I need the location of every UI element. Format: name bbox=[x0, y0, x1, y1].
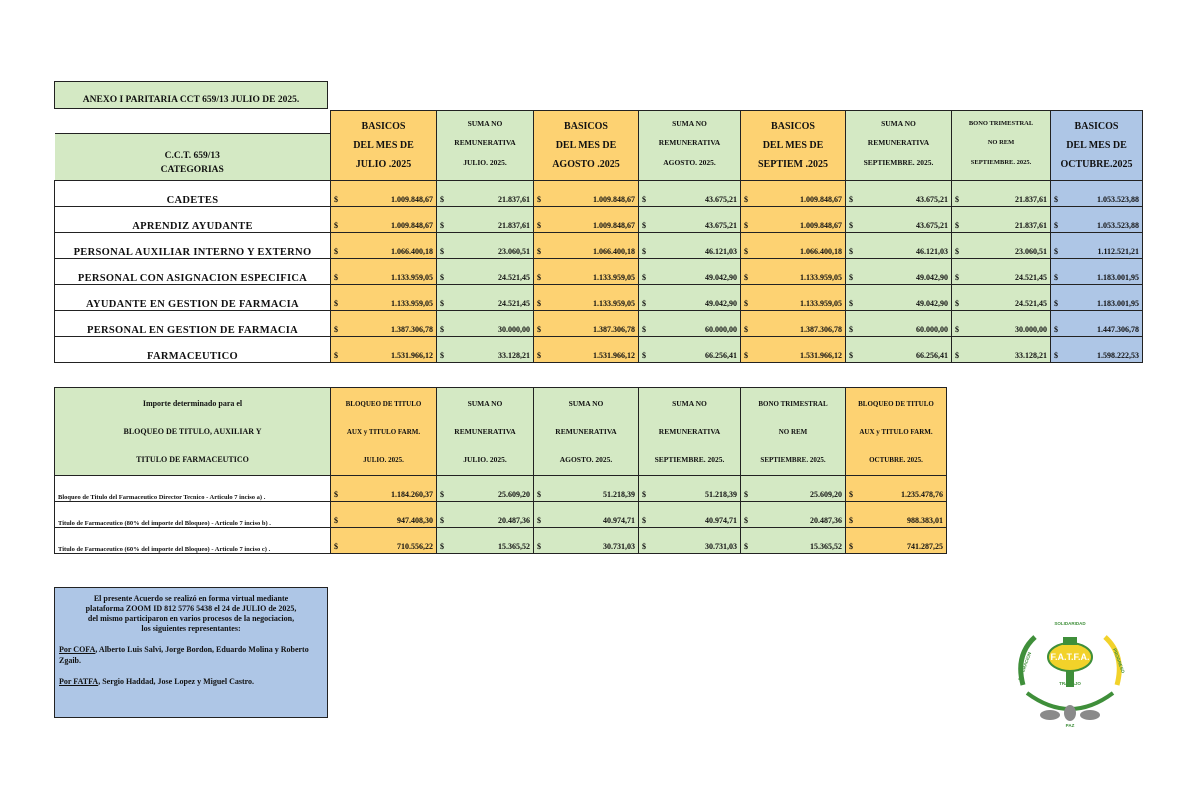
col-header-suma-agosto: SUMA NO REMUNERATIVA AGOSTO. 2025. bbox=[639, 111, 741, 181]
amount-cell bbox=[639, 206, 741, 232]
category-name: FARMACEUTICO bbox=[55, 336, 331, 362]
amount-cell bbox=[331, 528, 437, 554]
currency-symbol: $ bbox=[334, 194, 338, 204]
col2-header-suma-agosto: SUMA NO REMUNERATIVA AGOSTO. 2025. bbox=[534, 388, 639, 476]
amount-value: 1.183.001,95 bbox=[1097, 298, 1139, 308]
amount-cell bbox=[639, 258, 741, 284]
currency-symbol: $ bbox=[1054, 298, 1058, 308]
currency-symbol: $ bbox=[744, 350, 748, 360]
currency-symbol: $ bbox=[955, 298, 959, 308]
logo-ring-right: PROGRESO bbox=[1112, 647, 1126, 674]
amount-value: 33.128,21 bbox=[1015, 350, 1047, 360]
currency-symbol: $ bbox=[642, 350, 646, 360]
amount-value: 21.837,61 bbox=[1015, 220, 1047, 230]
currency-symbol: $ bbox=[955, 194, 959, 204]
amount-value: 1.598.222,53 bbox=[1097, 350, 1139, 360]
amount-cell bbox=[1051, 258, 1143, 284]
currency-symbol: $ bbox=[440, 516, 444, 525]
currency-symbol: $ bbox=[334, 246, 338, 256]
amount-value: 66.256,41 bbox=[916, 350, 948, 360]
amount-value: 60.000,00 bbox=[916, 324, 948, 334]
currency-symbol: $ bbox=[642, 246, 646, 256]
amount-cell bbox=[639, 232, 741, 258]
currency-symbol: $ bbox=[537, 298, 541, 308]
currency-symbol: $ bbox=[440, 490, 444, 499]
amount-cell bbox=[952, 232, 1051, 258]
amount-value: 30.000,00 bbox=[498, 324, 530, 334]
currency-symbol: $ bbox=[440, 272, 444, 282]
amount-value: 1.133.959,05 bbox=[593, 272, 635, 282]
amount-value: 1.009.848,67 bbox=[391, 220, 433, 230]
amount-cell bbox=[639, 284, 741, 310]
amount-value: 43.675,21 bbox=[916, 220, 948, 230]
amount-value: 25.609,20 bbox=[810, 490, 842, 499]
currency-symbol: $ bbox=[334, 324, 338, 334]
amount-cell bbox=[534, 180, 639, 206]
amount-value: 33.128,21 bbox=[498, 350, 530, 360]
amount-value: 40.974,71 bbox=[705, 516, 737, 525]
currency-symbol: $ bbox=[1054, 272, 1058, 282]
amount-value: 1.235.478,76 bbox=[901, 490, 943, 499]
amount-value: 1.066.400,18 bbox=[593, 246, 635, 256]
amount-cell bbox=[846, 180, 952, 206]
amount-cell bbox=[437, 528, 534, 554]
amount-cell bbox=[846, 476, 947, 502]
currency-symbol: $ bbox=[849, 246, 853, 256]
amount-value: 66.256,41 bbox=[705, 350, 737, 360]
currency-symbol: $ bbox=[334, 298, 338, 308]
amount-value: 1.531.966,12 bbox=[593, 350, 635, 360]
col-header-basicos-agosto: BASICOS DEL MES DE AGOSTO .2025 bbox=[534, 111, 639, 181]
amount-cell bbox=[331, 476, 437, 502]
currency-symbol: $ bbox=[642, 490, 646, 499]
amount-cell bbox=[741, 206, 846, 232]
amount-cell bbox=[741, 232, 846, 258]
amount-value: 21.837,61 bbox=[498, 194, 530, 204]
amount-cell bbox=[846, 528, 947, 554]
amount-value: 49.042,90 bbox=[916, 272, 948, 282]
logo-ring-top: SOLIDARIDAD bbox=[1054, 621, 1086, 626]
fatfa-representatives: Por FATFA, Sergio Haddad, Jose Lopez y Miguel Castro. bbox=[59, 677, 255, 686]
amount-value: 1.066.400,18 bbox=[800, 246, 842, 256]
amount-value: 1.531.966,12 bbox=[800, 350, 842, 360]
amount-cell bbox=[639, 528, 741, 554]
amount-value: 1.009.848,67 bbox=[593, 194, 635, 204]
amount-cell bbox=[952, 310, 1051, 336]
currency-symbol: $ bbox=[334, 516, 338, 525]
currency-symbol: $ bbox=[537, 324, 541, 334]
amount-value: 49.042,90 bbox=[705, 298, 737, 308]
category-name: APRENDIZ AYUDANTE bbox=[55, 206, 331, 232]
logo-ring-bottom: PAZ bbox=[1065, 723, 1075, 728]
amount-cell bbox=[846, 258, 952, 284]
currency-symbol: $ bbox=[744, 246, 748, 256]
currency-symbol: $ bbox=[1054, 350, 1058, 360]
category-header: C.C.T. 659/13 CATEGORIAS bbox=[55, 134, 331, 180]
currency-symbol: $ bbox=[744, 324, 748, 334]
currency-symbol: $ bbox=[849, 350, 853, 360]
category-row bbox=[55, 336, 1143, 362]
amount-value: 23.060,51 bbox=[1015, 246, 1047, 256]
col2-header-suma-septiembre: SUMA NO REMUNERATIVA SEPTIEMBRE. 2025. bbox=[639, 388, 741, 476]
amount-cell bbox=[741, 180, 846, 206]
amount-value: 1.133.959,05 bbox=[800, 298, 842, 308]
amount-cell bbox=[952, 258, 1051, 284]
category-name: PERSONAL AUXILIAR INTERNO Y EXTERNO bbox=[55, 232, 331, 258]
amount-cell bbox=[846, 502, 947, 528]
amount-cell bbox=[534, 476, 639, 502]
currency-symbol: $ bbox=[537, 194, 541, 204]
amount-value: 1.009.848,67 bbox=[391, 194, 433, 204]
amount-value: 24.521,45 bbox=[1015, 272, 1047, 282]
amount-value: 51.218,39 bbox=[603, 490, 635, 499]
category-row bbox=[55, 258, 1143, 284]
currency-symbol: $ bbox=[1054, 194, 1058, 204]
currency-symbol: $ bbox=[334, 542, 338, 551]
amount-cell bbox=[1051, 206, 1143, 232]
amount-value: 46.121,03 bbox=[916, 246, 948, 256]
amount-value: 1.133.959,05 bbox=[593, 298, 635, 308]
currency-symbol: $ bbox=[955, 324, 959, 334]
amount-value: 25.609,20 bbox=[498, 490, 530, 499]
agreement-note: El presente Acuerdo se realizó en forma virtual mediante plataforma ZOOM ID 812 5776 5438 el 24 de JULIO de 2025, del mismo participaron en varios procesos de la negociacion, los siguientes representantes: Por COFA, Alberto Luis Salvi, Jorge Bordon, Eduardo Molina y Roberto Zgaib. Por FATFA, Sergio Haddad, Jose Lopez y Miguel Castro. bbox=[54, 587, 328, 718]
amount-value: 43.675,21 bbox=[705, 220, 737, 230]
amount-cell bbox=[437, 180, 534, 206]
currency-symbol: $ bbox=[849, 194, 853, 204]
amount-value: 1.184.260,37 bbox=[391, 490, 433, 499]
basicos-table bbox=[54, 110, 1143, 363]
amount-cell bbox=[741, 336, 846, 362]
amount-cell bbox=[437, 284, 534, 310]
col2-header-bono-septiembre: BONO TRIMESTRAL NO REM SEPTIEMBRE. 2025. bbox=[741, 388, 846, 476]
category-row bbox=[55, 310, 1143, 336]
amount-cell bbox=[639, 310, 741, 336]
amount-cell bbox=[331, 206, 437, 232]
amount-cell bbox=[534, 284, 639, 310]
bloqueo-row bbox=[55, 502, 947, 528]
currency-symbol: $ bbox=[537, 516, 541, 525]
amount-value: 1.183.001,95 bbox=[1097, 272, 1139, 282]
amount-cell bbox=[846, 310, 952, 336]
amount-cell bbox=[952, 206, 1051, 232]
amount-value: 1.387.306,78 bbox=[800, 324, 842, 334]
col-header-bono-septiembre: BONO TRIMESTRAL NO REM SEPTIEMBRE. 2025. bbox=[952, 111, 1051, 181]
amount-cell bbox=[534, 336, 639, 362]
amount-value: 1.133.959,05 bbox=[800, 272, 842, 282]
logo-ring-mid: TRABAJO bbox=[1059, 681, 1081, 686]
amount-value: 1.112.521,21 bbox=[1097, 246, 1139, 256]
amount-cell bbox=[846, 284, 952, 310]
amount-value: 21.837,61 bbox=[1015, 194, 1047, 204]
category-name: CADETES bbox=[55, 180, 331, 206]
currency-symbol: $ bbox=[744, 194, 748, 204]
currency-symbol: $ bbox=[334, 350, 338, 360]
currency-symbol: $ bbox=[537, 542, 541, 551]
currency-symbol: $ bbox=[334, 272, 338, 282]
amount-cell bbox=[1051, 180, 1143, 206]
currency-symbol: $ bbox=[642, 516, 646, 525]
currency-symbol: $ bbox=[642, 298, 646, 308]
bloqueo-label: Bloqueo de Titulo del Farmaceutico Director Tecnico - Articulo 7 inciso a) . bbox=[55, 476, 331, 502]
amount-value: 43.675,21 bbox=[916, 194, 948, 204]
amount-value: 1.053.523,88 bbox=[1097, 194, 1139, 204]
currency-symbol: $ bbox=[955, 350, 959, 360]
currency-symbol: $ bbox=[440, 298, 444, 308]
amount-cell bbox=[437, 206, 534, 232]
amount-value: 30.000,00 bbox=[1015, 324, 1047, 334]
currency-symbol: $ bbox=[1054, 324, 1058, 334]
amount-cell bbox=[846, 336, 952, 362]
amount-cell bbox=[437, 502, 534, 528]
amount-cell bbox=[437, 336, 534, 362]
amount-value: 1.009.848,67 bbox=[593, 220, 635, 230]
basicos-header-row bbox=[55, 111, 1143, 181]
amount-cell bbox=[741, 284, 846, 310]
logo-name: F.A.T.F.A. bbox=[1050, 652, 1090, 662]
amount-value: 1.133.959,05 bbox=[391, 272, 433, 282]
col-header-suma-septiembre: SUMA NO REMUNERATIVA SEPTIEMBRE. 2025. bbox=[846, 111, 952, 181]
amount-cell bbox=[741, 258, 846, 284]
amount-cell bbox=[331, 180, 437, 206]
currency-symbol: $ bbox=[440, 246, 444, 256]
amount-value: 1.531.966,12 bbox=[391, 350, 433, 360]
amount-cell bbox=[1051, 284, 1143, 310]
amount-value: 710.556,22 bbox=[397, 542, 433, 551]
amount-cell bbox=[639, 476, 741, 502]
amount-value: 49.042,90 bbox=[705, 272, 737, 282]
category-row bbox=[55, 180, 1143, 206]
amount-cell bbox=[639, 502, 741, 528]
currency-symbol: $ bbox=[955, 272, 959, 282]
amount-cell bbox=[534, 528, 639, 554]
currency-symbol: $ bbox=[537, 246, 541, 256]
category-row bbox=[55, 232, 1143, 258]
amount-value: 30.731,03 bbox=[603, 542, 635, 551]
amount-value: 15.365,52 bbox=[498, 542, 530, 551]
currency-symbol: $ bbox=[849, 324, 853, 334]
bloqueo-row bbox=[55, 476, 947, 502]
category-name: PERSONAL EN GESTION DE FARMACIA bbox=[55, 310, 331, 336]
col-header-basicos-julio: BASICOS DEL MES DE JULIO .2025 bbox=[331, 111, 437, 181]
amount-value: 1.387.306,78 bbox=[391, 324, 433, 334]
bloqueo-label: Titulo de Farmaceutico (80% del importe del Bloqueo) - Articulo 7 inciso b) . bbox=[55, 502, 331, 528]
amount-value: 20.487,36 bbox=[498, 516, 530, 525]
amount-cell bbox=[534, 310, 639, 336]
amount-cell bbox=[331, 310, 437, 336]
amount-value: 988.383,01 bbox=[907, 516, 943, 525]
currency-symbol: $ bbox=[955, 246, 959, 256]
amount-cell bbox=[331, 258, 437, 284]
currency-symbol: $ bbox=[537, 220, 541, 230]
currency-symbol: $ bbox=[642, 194, 646, 204]
amount-cell bbox=[639, 180, 741, 206]
currency-symbol: $ bbox=[440, 542, 444, 551]
col2-header-bloqueo-julio: BLOQUEO DE TITULO AUX y TITULO FARM. JULIO. 2025. bbox=[331, 388, 437, 476]
bloqueo-label: Titulo de Farmaceutico (60% del importe del Bloqueo) - Articulo 7 inciso c) . bbox=[55, 528, 331, 554]
logo-ring-left: SUPERACION bbox=[1017, 651, 1033, 682]
col2-header-bloqueo-octubre: BLOQUEO DE TITULO AUX y TITULO FARM. OCTUBRE. 2025. bbox=[846, 388, 947, 476]
amount-value: 30.731,03 bbox=[705, 542, 737, 551]
amount-value: 60.000,00 bbox=[705, 324, 737, 334]
currency-symbol: $ bbox=[1054, 220, 1058, 230]
currency-symbol: $ bbox=[744, 298, 748, 308]
amount-cell bbox=[534, 258, 639, 284]
amount-cell bbox=[331, 232, 437, 258]
currency-symbol: $ bbox=[440, 220, 444, 230]
amount-value: 51.218,39 bbox=[705, 490, 737, 499]
amount-value: 1.447.306,78 bbox=[1097, 324, 1139, 334]
amount-cell bbox=[1051, 232, 1143, 258]
amount-cell bbox=[534, 206, 639, 232]
col-header-basicos-septiembre: BASICOS DEL MES DE SEPTIEM .2025 bbox=[741, 111, 846, 181]
currency-symbol: $ bbox=[744, 272, 748, 282]
currency-symbol: $ bbox=[849, 220, 853, 230]
amount-value: 741.287,25 bbox=[907, 542, 943, 551]
currency-symbol: $ bbox=[642, 324, 646, 334]
currency-symbol: $ bbox=[537, 490, 541, 499]
amount-value: 24.521,45 bbox=[498, 298, 530, 308]
amount-cell bbox=[437, 232, 534, 258]
col-header-basicos-octubre: BASICOS DEL MES DE OCTUBRE.2025 bbox=[1051, 111, 1143, 181]
amount-cell bbox=[437, 476, 534, 502]
amount-value: 46.121,03 bbox=[705, 246, 737, 256]
currency-symbol: $ bbox=[537, 350, 541, 360]
amount-value: 43.675,21 bbox=[705, 194, 737, 204]
currency-symbol: $ bbox=[744, 490, 748, 499]
currency-symbol: $ bbox=[744, 516, 748, 525]
amount-value: 947.408,30 bbox=[397, 516, 433, 525]
category-row bbox=[55, 284, 1143, 310]
amount-cell bbox=[952, 336, 1051, 362]
amount-cell bbox=[1051, 336, 1143, 362]
amount-value: 1.133.959,05 bbox=[391, 298, 433, 308]
amount-cell bbox=[741, 476, 846, 502]
amount-value: 21.837,61 bbox=[498, 220, 530, 230]
currency-symbol: $ bbox=[537, 272, 541, 282]
amount-value: 20.487,36 bbox=[810, 516, 842, 525]
currency-symbol: $ bbox=[849, 490, 853, 499]
amount-cell bbox=[1051, 310, 1143, 336]
currency-symbol: $ bbox=[440, 324, 444, 334]
currency-symbol: $ bbox=[744, 542, 748, 551]
bloqueo-header: Importe determinado para el BLOQUEO DE TITULO, AUXILIAR Y TITULO DE FARMACEUTICO bbox=[55, 388, 331, 476]
currency-symbol: $ bbox=[642, 220, 646, 230]
amount-cell bbox=[639, 336, 741, 362]
category-name: AYUDANTE EN GESTION DE FARMACIA bbox=[55, 284, 331, 310]
page-title: ANEXO I PARITARIA CCT 659/13 JULIO DE 2025. bbox=[54, 81, 328, 109]
amount-cell bbox=[741, 528, 846, 554]
amount-cell bbox=[331, 502, 437, 528]
currency-symbol: $ bbox=[440, 194, 444, 204]
col-header-suma-julio: SUMA NO REMUNERATIVA JULIO. 2025. bbox=[437, 111, 534, 181]
amount-value: 1.009.848,67 bbox=[800, 220, 842, 230]
col2-header-suma-julio: SUMA NO REMUNERATIVA JULIO. 2025. bbox=[437, 388, 534, 476]
currency-symbol: $ bbox=[1054, 246, 1058, 256]
amount-cell bbox=[437, 310, 534, 336]
amount-cell bbox=[437, 258, 534, 284]
amount-value: 15.365,52 bbox=[810, 542, 842, 551]
currency-symbol: $ bbox=[642, 272, 646, 282]
amount-cell bbox=[952, 284, 1051, 310]
bloqueo-header-row bbox=[55, 388, 947, 476]
amount-value: 49.042,90 bbox=[916, 298, 948, 308]
amount-cell bbox=[952, 180, 1051, 206]
amount-value: 1.066.400,18 bbox=[391, 246, 433, 256]
cofa-representatives: Por COFA, Alberto Luis Salvi, Jorge Bordon, Eduardo Molina y Roberto Zgaib. bbox=[59, 645, 309, 665]
amount-value: 1.009.848,67 bbox=[800, 194, 842, 204]
currency-symbol: $ bbox=[849, 272, 853, 282]
amount-cell bbox=[534, 502, 639, 528]
amount-value: 1.387.306,78 bbox=[593, 324, 635, 334]
amount-cell bbox=[846, 232, 952, 258]
currency-symbol: $ bbox=[849, 542, 853, 551]
amount-cell bbox=[331, 336, 437, 362]
currency-symbol: $ bbox=[334, 490, 338, 499]
amount-cell bbox=[846, 206, 952, 232]
currency-symbol: $ bbox=[642, 542, 646, 551]
amount-cell bbox=[741, 310, 846, 336]
amount-value: 24.521,45 bbox=[1015, 298, 1047, 308]
currency-symbol: $ bbox=[955, 220, 959, 230]
amount-value: 1.053.523,88 bbox=[1097, 220, 1139, 230]
bloqueo-row bbox=[55, 528, 947, 554]
currency-symbol: $ bbox=[849, 298, 853, 308]
amount-cell bbox=[331, 284, 437, 310]
currency-symbol: $ bbox=[849, 516, 853, 525]
currency-symbol: $ bbox=[744, 220, 748, 230]
category-name: PERSONAL CON ASIGNACION ESPECIFICA bbox=[55, 258, 331, 284]
fatfa-logo bbox=[1005, 615, 1135, 730]
bloqueo-table bbox=[54, 387, 947, 554]
amount-cell bbox=[741, 502, 846, 528]
currency-symbol: $ bbox=[440, 350, 444, 360]
currency-symbol: $ bbox=[334, 220, 338, 230]
amount-value: 23.060,51 bbox=[498, 246, 530, 256]
category-row bbox=[55, 206, 1143, 232]
amount-cell bbox=[534, 232, 639, 258]
amount-value: 40.974,71 bbox=[603, 516, 635, 525]
amount-value: 24.521,45 bbox=[498, 272, 530, 282]
